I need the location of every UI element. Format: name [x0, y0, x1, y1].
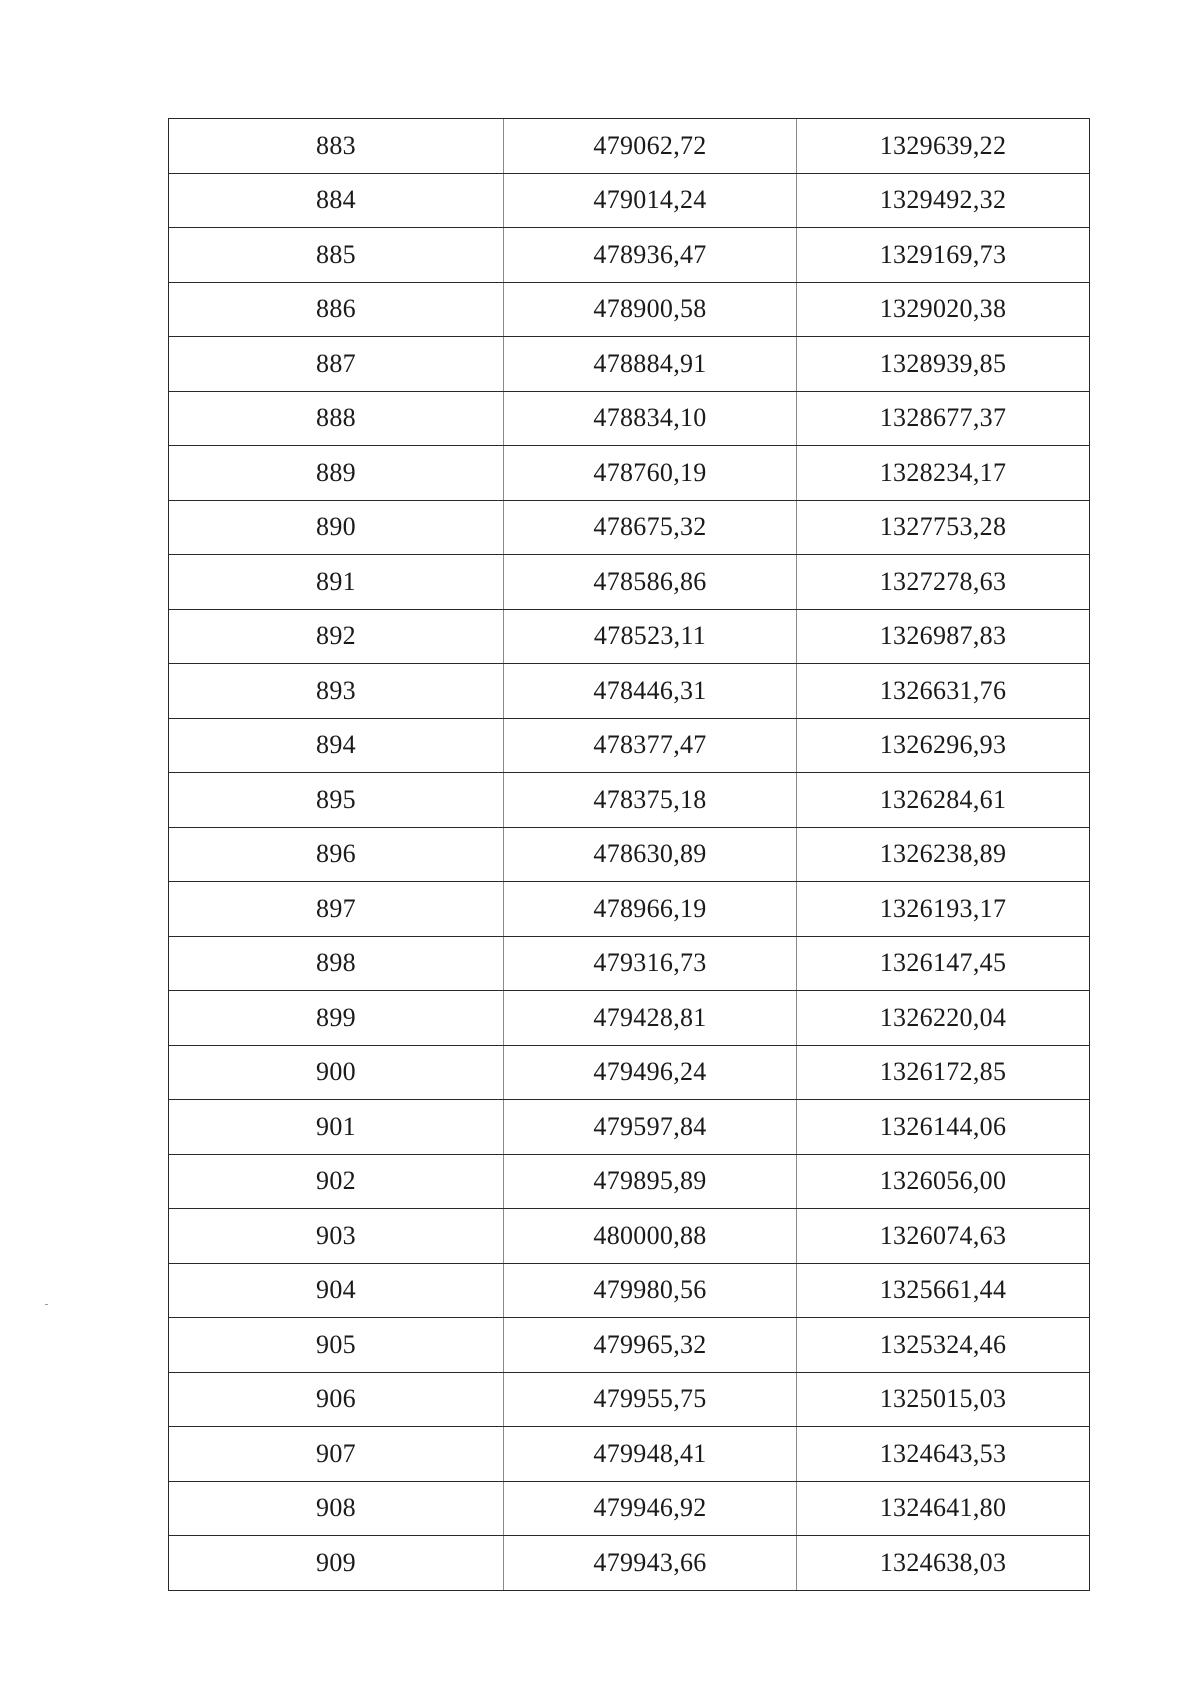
table-row [169, 773, 1090, 828]
y-coordinate-cell: 1326172,85 [797, 1045, 1090, 1100]
table-row [169, 1318, 1090, 1373]
table-row [169, 228, 1090, 283]
point-number-cell: 901 [169, 1100, 504, 1155]
point-number-cell: 906 [169, 1372, 504, 1427]
point-number-cell: 884 [169, 173, 504, 228]
y-coordinate-cell: 1326631,76 [797, 664, 1090, 719]
y-coordinate-cell: 1326056,00 [797, 1154, 1090, 1209]
y-coordinate-cell: 1328939,85 [797, 337, 1090, 392]
point-number-cell: 902 [169, 1154, 504, 1209]
point-number-cell: 900 [169, 1045, 504, 1100]
x-coordinate-cell: 479316,73 [504, 936, 797, 991]
table-row [169, 882, 1090, 937]
x-coordinate-cell: 478377,47 [504, 718, 797, 773]
table-row [169, 1100, 1090, 1155]
table-row [169, 936, 1090, 991]
x-coordinate-cell: 478630,89 [504, 827, 797, 882]
point-number-cell: 893 [169, 664, 504, 719]
x-coordinate-cell: 479943,66 [504, 1536, 797, 1591]
y-coordinate-cell: 1326284,61 [797, 773, 1090, 828]
point-number-cell: 898 [169, 936, 504, 991]
y-coordinate-cell: 1329639,22 [797, 119, 1090, 174]
point-number-cell: 897 [169, 882, 504, 937]
table-row [169, 1263, 1090, 1318]
x-coordinate-cell: 479946,92 [504, 1481, 797, 1536]
table-row [169, 1045, 1090, 1100]
table-row [169, 1427, 1090, 1482]
point-number-cell: 885 [169, 228, 504, 283]
table-row [169, 827, 1090, 882]
x-coordinate-cell: 478966,19 [504, 882, 797, 937]
y-coordinate-cell: 1324638,03 [797, 1536, 1090, 1591]
table-row [169, 1536, 1090, 1591]
point-number-cell: 899 [169, 991, 504, 1046]
point-number-cell: 904 [169, 1263, 504, 1318]
table-row [169, 1372, 1090, 1427]
table-row [169, 446, 1090, 501]
table-row [169, 1481, 1090, 1536]
x-coordinate-cell: 478446,31 [504, 664, 797, 719]
point-number-cell: 892 [169, 609, 504, 664]
y-coordinate-cell: 1329020,38 [797, 282, 1090, 337]
y-coordinate-cell: 1329169,73 [797, 228, 1090, 283]
x-coordinate-cell: 479965,32 [504, 1318, 797, 1373]
x-coordinate-cell: 478884,91 [504, 337, 797, 392]
y-coordinate-cell: 1325015,03 [797, 1372, 1090, 1427]
x-coordinate-cell: 479895,89 [504, 1154, 797, 1209]
table-row [169, 555, 1090, 610]
y-coordinate-cell: 1324643,53 [797, 1427, 1090, 1482]
y-coordinate-cell: 1326147,45 [797, 936, 1090, 991]
y-coordinate-cell: 1326144,06 [797, 1100, 1090, 1155]
coordinates-table [168, 118, 1090, 1591]
table-row [169, 500, 1090, 555]
point-number-cell: 894 [169, 718, 504, 773]
table-row [169, 391, 1090, 446]
table-row [169, 282, 1090, 337]
x-coordinate-cell: 479428,81 [504, 991, 797, 1046]
x-coordinate-cell: 480000,88 [504, 1209, 797, 1264]
x-coordinate-cell: 478586,86 [504, 555, 797, 610]
scan-speck [45, 1304, 48, 1305]
point-number-cell: 905 [169, 1318, 504, 1373]
x-coordinate-cell: 478900,58 [504, 282, 797, 337]
point-number-cell: 883 [169, 119, 504, 174]
point-number-cell: 907 [169, 1427, 504, 1482]
y-coordinate-cell: 1325324,46 [797, 1318, 1090, 1373]
y-coordinate-cell: 1324641,80 [797, 1481, 1090, 1536]
coordinates-table-body [169, 119, 1090, 1591]
point-number-cell: 887 [169, 337, 504, 392]
table-row [169, 337, 1090, 392]
table-row [169, 173, 1090, 228]
y-coordinate-cell: 1326296,93 [797, 718, 1090, 773]
point-number-cell: 890 [169, 500, 504, 555]
x-coordinate-cell: 479597,84 [504, 1100, 797, 1155]
point-number-cell: 908 [169, 1481, 504, 1536]
table-row [169, 1154, 1090, 1209]
point-number-cell: 889 [169, 446, 504, 501]
x-coordinate-cell: 478523,11 [504, 609, 797, 664]
point-number-cell: 903 [169, 1209, 504, 1264]
x-coordinate-cell: 479496,24 [504, 1045, 797, 1100]
point-number-cell: 909 [169, 1536, 504, 1591]
x-coordinate-cell: 478834,10 [504, 391, 797, 446]
y-coordinate-cell: 1328677,37 [797, 391, 1090, 446]
x-coordinate-cell: 479062,72 [504, 119, 797, 174]
x-coordinate-cell: 479948,41 [504, 1427, 797, 1482]
y-coordinate-cell: 1326220,04 [797, 991, 1090, 1046]
x-coordinate-cell: 478936,47 [504, 228, 797, 283]
y-coordinate-cell: 1327278,63 [797, 555, 1090, 610]
point-number-cell: 888 [169, 391, 504, 446]
y-coordinate-cell: 1329492,32 [797, 173, 1090, 228]
table-row [169, 1209, 1090, 1264]
table-row [169, 991, 1090, 1046]
y-coordinate-cell: 1326987,83 [797, 609, 1090, 664]
point-number-cell: 895 [169, 773, 504, 828]
x-coordinate-cell: 479014,24 [504, 173, 797, 228]
x-coordinate-cell: 478375,18 [504, 773, 797, 828]
table-row [169, 718, 1090, 773]
point-number-cell: 896 [169, 827, 504, 882]
table-row [169, 119, 1090, 174]
y-coordinate-cell: 1326193,17 [797, 882, 1090, 937]
y-coordinate-cell: 1326238,89 [797, 827, 1090, 882]
y-coordinate-cell: 1327753,28 [797, 500, 1090, 555]
y-coordinate-cell: 1325661,44 [797, 1263, 1090, 1318]
y-coordinate-cell: 1328234,17 [797, 446, 1090, 501]
x-coordinate-cell: 479955,75 [504, 1372, 797, 1427]
table-row [169, 609, 1090, 664]
table-row [169, 664, 1090, 719]
x-coordinate-cell: 478675,32 [504, 500, 797, 555]
point-number-cell: 891 [169, 555, 504, 610]
point-number-cell: 886 [169, 282, 504, 337]
x-coordinate-cell: 479980,56 [504, 1263, 797, 1318]
y-coordinate-cell: 1326074,63 [797, 1209, 1090, 1264]
x-coordinate-cell: 478760,19 [504, 446, 797, 501]
